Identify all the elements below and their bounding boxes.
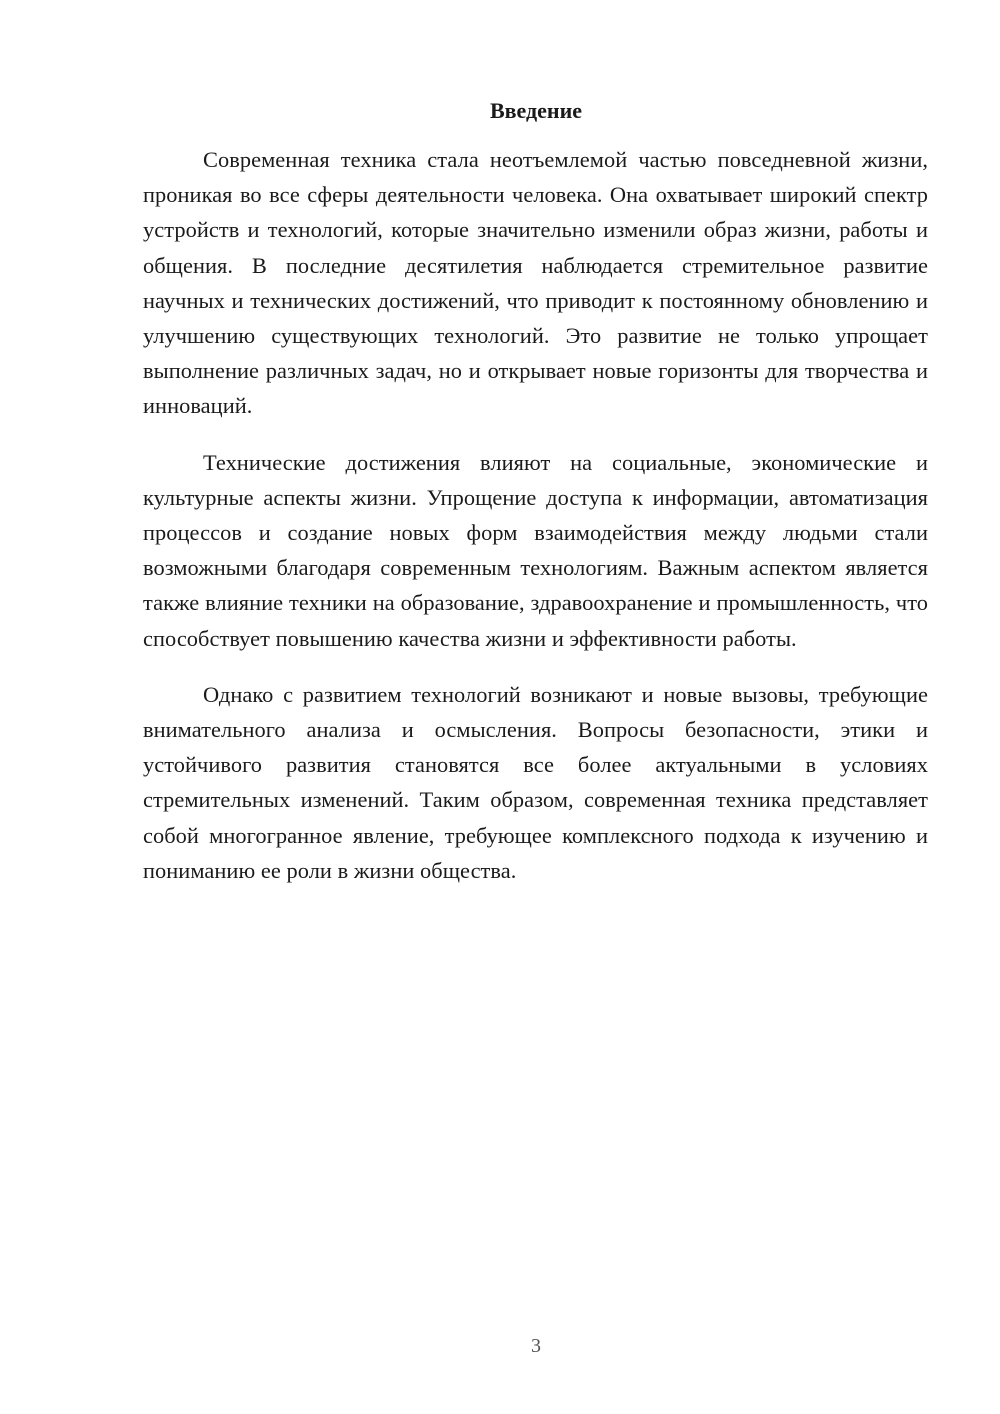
- paragraph-1: Современная техника стала неотъемлемой частью повседневной жизни, проникая во все сферы деятельности человека. Она охватывает широкий спектр устройств и технологий, которые значительно изменили образ жизни, работы и общения. В последние десятилетия наблюдается стремительное развитие научных и технических достижений, что приводит к постоянному обновлению и улучшению существующих технологий. Это развитие не только упрощает выполнение различных задач, но и открывает новые горизонты для творчества и инноваций.: [143, 147, 928, 419]
- document-body: [143, 142, 928, 909]
- paragraph-3: Однако с развитием технологий возникают и новые вызовы, требующие внимательного анализа и осмысления. Вопросы безопасности, этики и устойчивого развития становятся все более актуальными в условиях стремительных изменений. Таким образом, современная техника представляет собой многогранное явление, требующее комплексного подхода к изучению и пониманию ее роли в жизни общества.: [143, 681, 928, 883]
- section-heading: Введение: [489, 98, 583, 123]
- page-number: 3: [531, 1335, 541, 1357]
- paragraph-2: Технические достижения влияют на социальные, экономические и культурные аспекты жизни. Упрощение доступа к информации, автоматизация процессов и создание новых форм взаимодействия между людьми стали возможными благодаря современным технологиям. Важным аспектом является также влияние техники на образование, здравоохранение и промышленность, что способствует повышению качества жизни и эффективности работы.: [143, 449, 928, 651]
